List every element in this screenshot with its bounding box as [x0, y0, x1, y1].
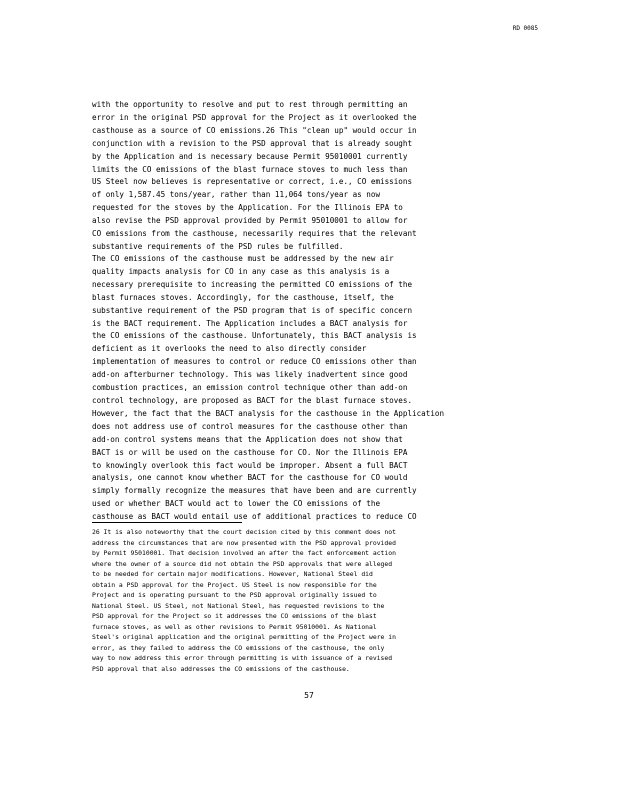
- header-code: RD 0085: [512, 25, 538, 32]
- footnote-divider: [92, 522, 242, 523]
- paragraph-text: The CO emissions of the casthouse must be addressed by the new air quality impacts analysis for CO in any case as this analysis is a necessary prerequisite to increasing the permitted CO emissions of the blast furnaces stoves. Accordingly, for the casthouse, itself, the substantive requirement of the PSD program that is of specific concern is the BACT requirement. The Application includes a BACT analysis for the CO emissions of the casthouse. Unfortunately, this BACT analysis is deficient as it overlooks the need to also directly consider implementation of measures to control or reduce CO emissions other than add-on afterburner technology. This was likely inadvertent since good combustion practices, an emission control technique other than add-on control technology, are proposed as BACT for the blast furnace stoves. However, the fact that the BACT analysis for the casthouse in the Application does not address use of control measures for the casthouse other than add-on control systems means that the Application does not show that BACT is or will be used on the casthouse for CO. Nor the Illinois EPA to knowingly overlook this fact would be improper. Absent a full BACT analysis, one cannot know whether BACT for the casthouse for CO would simply formally recognize the measures that have been and are currently used or whether BACT would act to lower the CO emissions of the casthouse as BACT would entail use of additional practices to reduce CO: [92, 254, 445, 522]
- footnote: 26 It is also noteworthy that the court decision cited by this comment does not address the circumstances that are now presented with the PSD approval provided by Permit 95010001. That decision involved an after the fact enforcement action where the owner of a source did not obtain the PSD approvals that were alleged to be needed for certain major modifications. However, National Steel did obtain a PSD approval for the Project. US Steel is now responsible for the Project and is operating pursuant to the PSD approval originally issued to National Steel. US Steel, not National Steel, has requested revisions to the PSD approval for the Project so it addresses the CO emissions of the blast furnace stoves, as well as other revisions to Permit 95010001. As National Steel's original application and the original permitting of the Project were in error, as they failed to address the CO emissions of the casthouse, the only way to now address this error through permitting is with issuance of a revised PSD approval that also addresses the CO emissions of the casthouse.: [92, 528, 396, 673]
- body-paragraph-2: [92, 253, 522, 537]
- body-paragraph-1: [92, 99, 522, 266]
- paragraph-text: with the opportunity to resolve and put to rest through permitting an error in the original PSD approval for the Project as it overlooked the casthouse as a source of CO emissions.26 This "clean up" would occur in conjunction with a revision to the PSD approval that is already sought by the Application and is necessary because Permit 95010001 currently limits the CO emissions of the blast furnace stoves to much less than US Steel now believes is representative or correct, i.e., CO emissions of only 1,587.45 tons/year, rather than 11,064 tons/year as now requested for the stoves by the Application. For the Illinois EPA to also revise the PSD approval provided by Permit 95010001 to allow for CO emissions from the casthouse, necessarily requires that the relevant substantive requirements of the PSD rules be fulfilled.: [92, 100, 417, 251]
- page-number: 57: [304, 691, 314, 700]
